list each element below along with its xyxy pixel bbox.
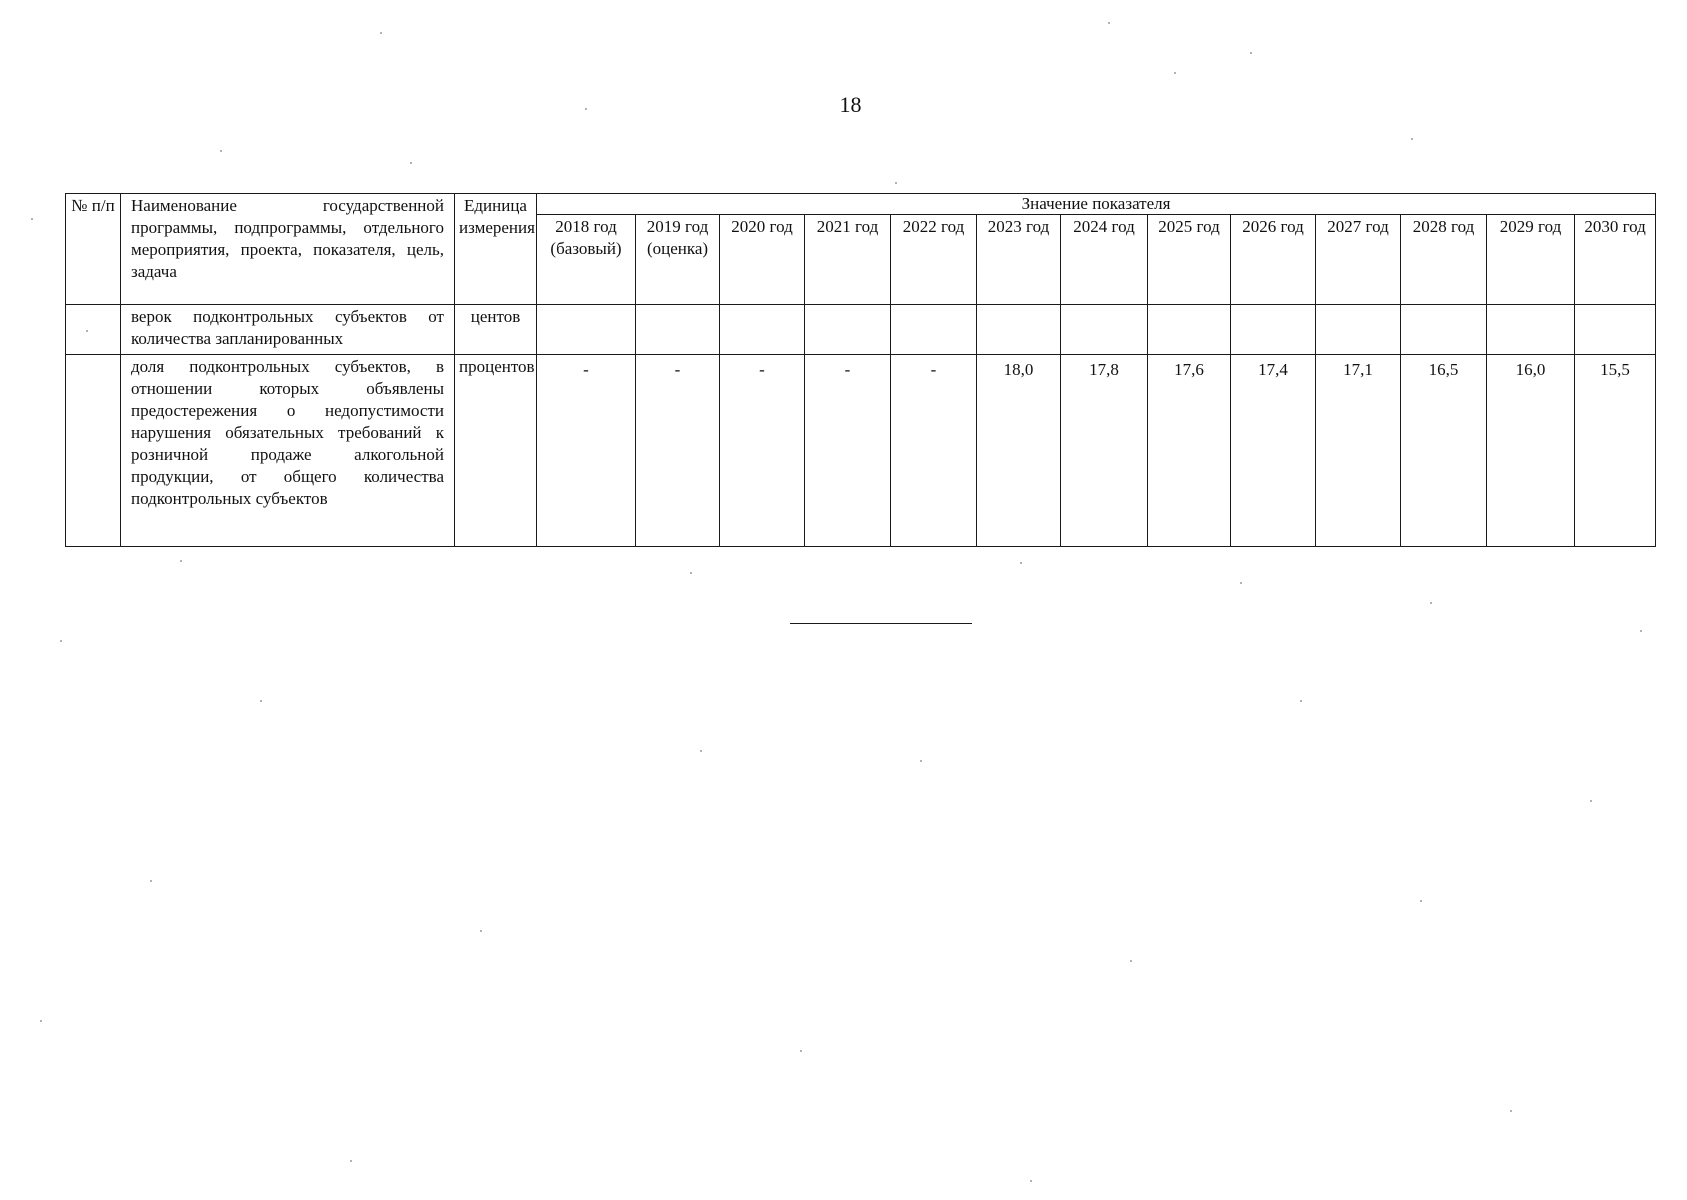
header-year: 2022 год [891, 215, 977, 305]
row-value [1487, 305, 1575, 355]
row-value: 18,0 [977, 355, 1061, 547]
row-value [1401, 305, 1487, 355]
header-num: № п/п [66, 194, 121, 305]
header-year: 2024 год [1061, 215, 1148, 305]
row-name: доля подконтрольных субъектов, в отношении которых объявлены предостережения о недопустимости нарушения обязательных требований к розничной продаже алкогольной продукции, от общего количества подконтрольных субъектов [121, 355, 455, 547]
row-value [636, 305, 720, 355]
header-year: 2020 год [720, 215, 805, 305]
row-value: 17,8 [1061, 355, 1148, 547]
row-value [805, 305, 891, 355]
header-year: 2018 год (базовый) [537, 215, 636, 305]
row-value: - [720, 355, 805, 547]
header-values-group: Значение показателя [537, 194, 1656, 215]
row-value: 16,5 [1401, 355, 1487, 547]
row-value [720, 305, 805, 355]
page-number: 18 [839, 92, 862, 117]
header-year: 2023 год [977, 215, 1061, 305]
header-year: 2026 год [1231, 215, 1316, 305]
row-value: - [636, 355, 720, 547]
indicator-table [65, 193, 1656, 547]
row-value [1061, 305, 1148, 355]
header-year: 2025 год [1148, 215, 1231, 305]
row-value [1316, 305, 1401, 355]
bottom-separator-line [790, 623, 972, 624]
row-value: - [805, 355, 891, 547]
row-value [1148, 305, 1231, 355]
row-name: верок подконтрольных субъектов от количества запланированных [121, 305, 455, 355]
row-num [66, 355, 121, 547]
row-value: - [537, 355, 636, 547]
header-year: 2027 год [1316, 215, 1401, 305]
header-unit: Единица измерения [455, 194, 537, 305]
row-value: 17,4 [1231, 355, 1316, 547]
row-value: - [891, 355, 977, 547]
row-value [537, 305, 636, 355]
header-year: 2021 год [805, 215, 891, 305]
table-row [66, 355, 1656, 547]
row-value: 16,0 [1487, 355, 1575, 547]
table-row [66, 305, 1656, 355]
row-value [1231, 305, 1316, 355]
row-num [66, 305, 121, 355]
header-year: 2019 год (оценка) [636, 215, 720, 305]
row-unit: процентов [455, 355, 537, 547]
row-value [977, 305, 1061, 355]
row-value: 17,1 [1316, 355, 1401, 547]
row-value [1575, 305, 1656, 355]
row-value: 17,6 [1148, 355, 1231, 547]
header-year: 2028 год [1401, 215, 1487, 305]
row-unit: центов [455, 305, 537, 355]
header-year: 2030 год [1575, 215, 1656, 305]
header-name: Наименование государственной программы, подпрограммы, отдельного мероприятия, проекта, показателя, цель, задача [121, 194, 455, 305]
row-value: 15,5 [1575, 355, 1656, 547]
header-year: 2029 год [1487, 215, 1575, 305]
header-row-1 [66, 194, 1656, 215]
row-value [891, 305, 977, 355]
